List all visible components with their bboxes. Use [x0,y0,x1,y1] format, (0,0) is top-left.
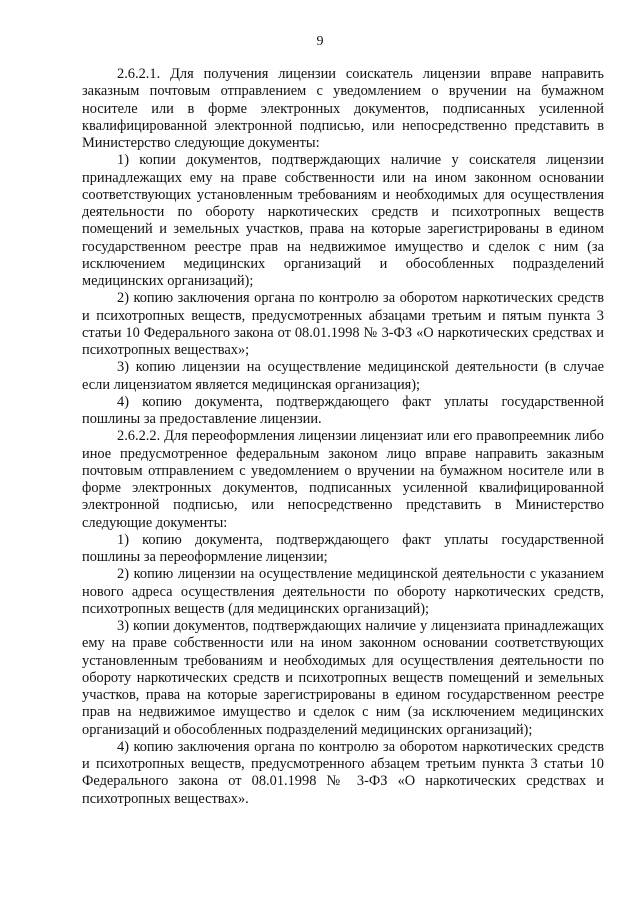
list-item-4-state-fee: 4) копию документа, подтверждающего факт уплаты государственной пошлины за предоставление лицензии. [82,393,604,427]
list-item-2-medical-license-new-address: 2) копию лицензии на осуществление медицинской деятельности с указанием нового адреса осуществления деятельности по обороту наркотических средств, психотропных веществ (для медицинских организаций); [82,566,604,617]
list-item-1-premises-documents: 1) копии документов, подтверждающих наличие у соискателя лицензии принадлежащих ему на праве собственности или на ином законном основании соответствующих установленным требованиям и необходимых для осуществления деятельности по обороту наркотических средств и психотропных веществ помещений и земельных участков, права на которые зарегистрированы в едином государственном реестре прав на недвижимое имущество и сделок с ним (за исключением медицинских организаций и обособленных подразделений медицинских организаций); [82,152,604,289]
paragraph-2-6-2-2: 2.6.2.2. Для переоформления лицензии лицензиат или его правопреемник либо иное предусмотренное федеральным законом лицо вправе направить заказным почтовым отправлением с уведомлением о вручении на бумажном носителе или в форме электронных документов, подписанных усиленной квалифицированной электронной подписью, или непосредственно представить в Министерство следующие документы: [82,428,604,531]
paragraph-2-6-2-1: 2.6.2.1. Для получения лицензии соискатель лицензии вправе направить заказным почтовым отправлением с уведомлением о вручении на бумажном носителе или в форме электронных документов, подписанных усиленной квалифицированной электронной подписью, или непосредственно представить в Министерство следующие документы: [82,66,604,151]
list-item-3-premises-documents: 3) копии документов, подтверждающих наличие у лицензиата принадлежащих ему на праве собственности или на ином законном основании соответствующих установленным требованиям и необходимых для осуществления деятельности по обороту наркотических средств и психотропных веществ помещений и земельных участков, права на которые зарегистрированы в едином государственном реестре прав на недвижимое имущество и сделок с ним (за исключением медицинских организаций и обособленных подразделений медицинских организаций); [82,618,604,738]
document-body [82,66,604,808]
list-item-1-reissue-fee: 1) копию документа, подтверждающего факт уплаты государственной пошлины за переоформление лицензии; [82,531,604,565]
list-item-3-medical-license: 3) копию лицензии на осуществление медицинской деятельности (в случае если лицензиатом является медицинская организация); [82,359,604,393]
page-number: 9 [316,34,324,49]
list-item-4-control-body-conclusion: 4) копию заключения органа по контролю за оборотом наркотических средств и психотропных веществ, предусмотренного абзацем третьим пункта 3 статьи 10 Федерального закона от 08.01.1998 № 3-ФЗ «О наркотических средствах и психотропных веществах». [82,738,604,807]
list-item-2-control-body-conclusion: 2) копию заключения органа по контролю за оборотом наркотических средств и психотропных веществ, предусмотренных абзацами третьим и пятым пункта 3 статьи 10 Федерального закона от 08.01.1998 № 3-ФЗ «О наркотических средствах и психотропных веществах»; [82,290,604,358]
